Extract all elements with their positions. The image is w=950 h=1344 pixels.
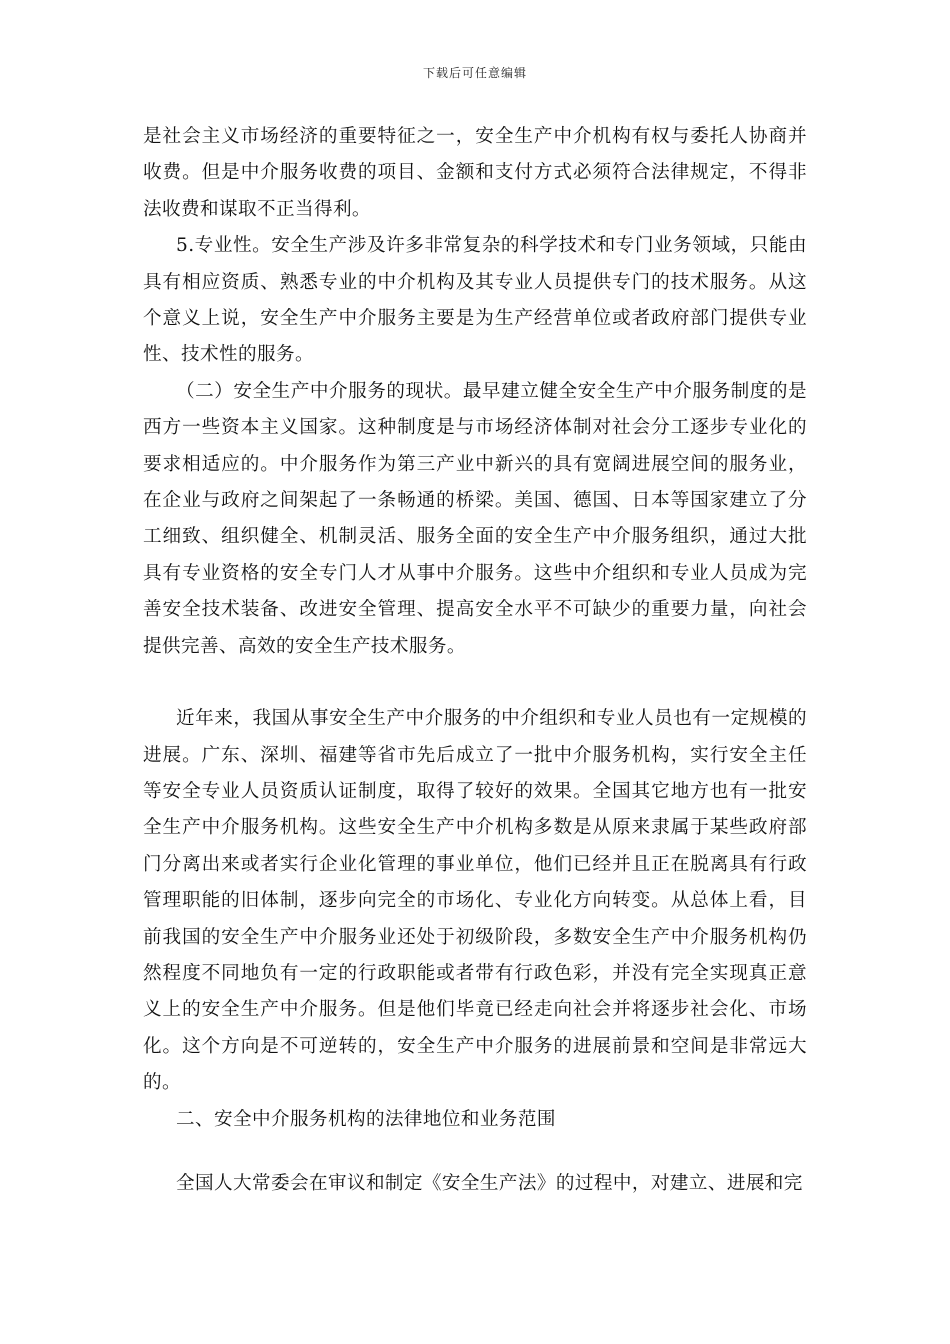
document-body — [143, 119, 807, 1202]
paragraph-spacer — [143, 665, 807, 701]
page-header: 下载后可任意编辑 — [422, 66, 527, 80]
paragraph-fee-legality: 是社会主义市场经济的重要特征之一，安全生产中介机构有权与委托人协商并收费。但是中介服务收费的项目、金额和支付方式必须符合法律规定，不得非法收费和谋取不正当得利。 — [143, 126, 807, 220]
paragraph-npc-review: 全国人大常委会在审议和制定《安全生产法》的过程中，对建立、进展和完 — [176, 1172, 803, 1194]
section-heading-legal-status: 二、安全中介服务机构的法律地位和业务范围 — [176, 1108, 556, 1130]
paragraph-spacer — [143, 1138, 807, 1166]
paragraph-current-status: （二）安全生产中介服务的现状。最早建立健全安全生产中介服务制度的是西方一些资本主义国家。这种制度是与市场经济体制对社会分工逐步专业化的要求相适应的。中介服务作为第三产业中新兴的具有宽阔进展空间的服务业，在企业与政府之间架起了一条畅通的桥梁。美国、德国、日本等国家建立了分工细致、组织健全、机制灵活、服务全面的安全生产中介服务组织，通过大批具有专业资格的安全专门人才从事中介服务。这些中介组织和专业人员成为完善安全技术装备、改进安全管理、提高安全水平不可缺少的重要力量，向社会提供完善、高效的安全生产技术服务。 — [143, 380, 807, 657]
paragraph-domestic-development: 近年来，我国从事安全生产中介服务的中介组织和专业人员也有一定规模的进展。广东、深圳、福建等省市先后成立了一批中介服务机构，实行安全主任等安全专业人员资质认证制度，取得了较好的效果。全国其它地方也有一批安全生产中介服务机构。这些安全生产中介机构多数是从原来隶属于某些政府部门分离出来或者实行企业化管理的事业单位，他们已经并且正在脱离具有行政管理职能的旧体制，逐步向完全的市场化、专业化方向转变。从总体上看，目前我国的安全生产中介服务业还处于初级阶段，多数安全生产中介服务机构仍然程度不同地负有一定的行政职能或者带有行政色彩，并没有完全实现真正意义上的安全生产中介服务。但是他们毕竟已经走向社会并将逐步社会化、市场化。这个方向是不可逆转的，安全生产中介服务的进展前景和空间是非常远大的。 — [143, 708, 807, 1094]
paragraph-professionalism: 5.专业性。安全生产涉及许多非常复杂的科学技术和专门业务领域，只能由具有相应资质、熟悉专业的中介机构及其专业人员提供专门的技术服务。从这个意义上说，安全生产中介服务主要是为生产经营单位或者政府部门提供专业性、技术性的服务。 — [143, 235, 807, 366]
